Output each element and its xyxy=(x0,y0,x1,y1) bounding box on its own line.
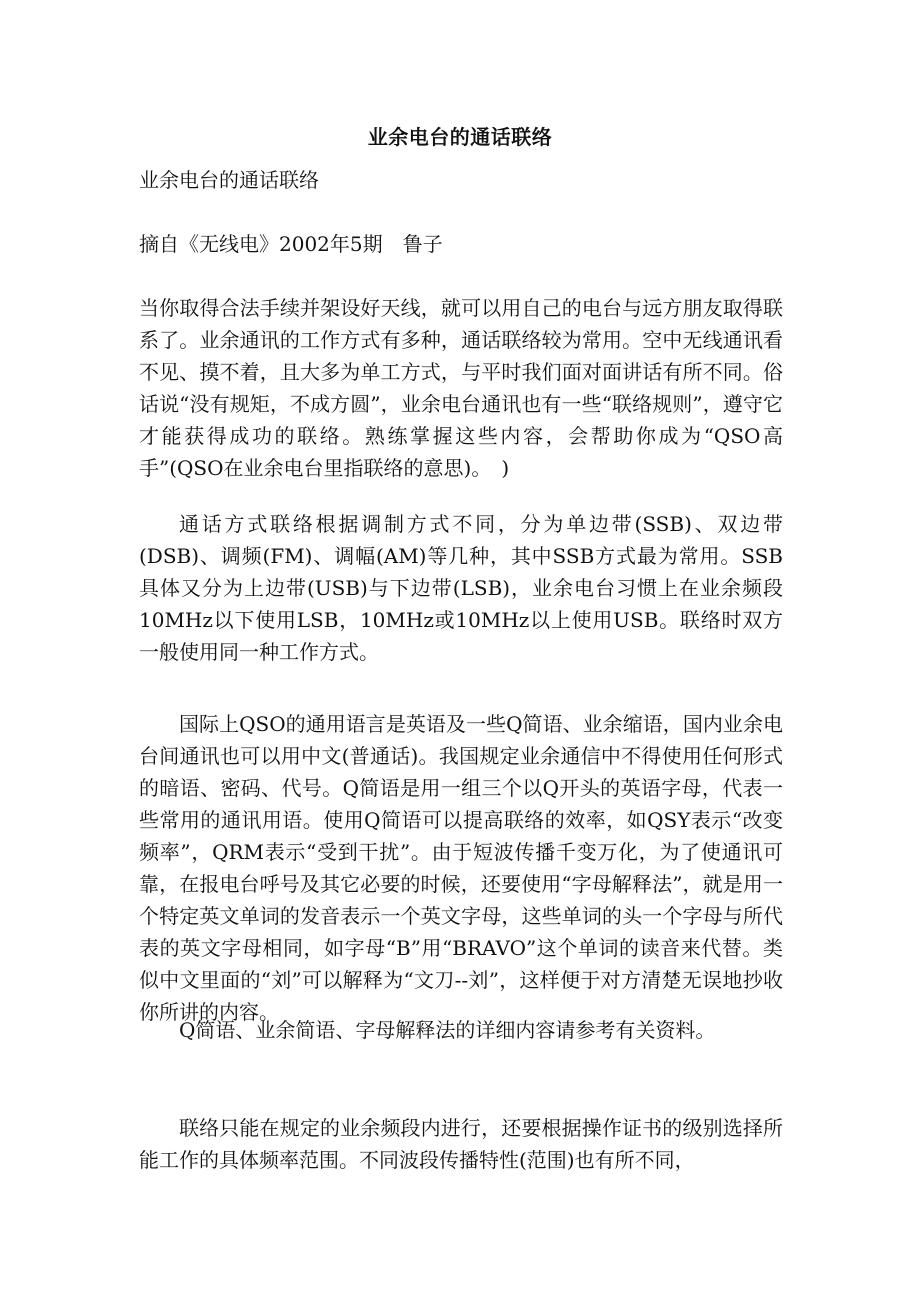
paragraph-bands: 联络只能在规定的业余频段内进行，还要根据操作证书的级别选择所能工作的具体频率范围。不同波段传播特性(范围)也有所不同， xyxy=(139,1116,783,1172)
paragraph-references: Q简语、业余简语、字母解释法的详细内容请参考有关资料。 xyxy=(179,1018,716,1042)
paragraph-intro: 当你取得合法手续并架设好天线，就可以用自己的电台与远方朋友取得联系了。业余通讯的工作方式有多种，通话联络较为常用。空中无线通讯看不见、摸不着，且大多为单工方式，与平时我们面对面讲话有所不同。俗话说“没有规矩，不成方圆”，业余电台通讯也有一些“联络规则”，遵守它才能获得成功的联络。熟练掌握这些内容，会帮助你成为“QSO高手”(QSO在业余电台里指联络的意思)。 ) xyxy=(139,296,783,480)
document-subtitle: 业余电台的通话联络 xyxy=(139,168,319,192)
source-line: 摘自《无线电》2002年5期 鲁子 xyxy=(139,232,443,256)
document-title: 业余电台的通话联络 xyxy=(367,125,553,149)
paragraph-modulation: 通话方式联络根据调制方式不同，分为单边带(SSB)、双边带(DSB)、调频(FM)、调幅(AM)等几种，其中SSB方式最为常用。SSB具体又分为上边带(USB)与下边带(LSB)，业余电台习惯上在业余频段10MHz以下使用LSB，10MHz或10MHz以上使用USB。联络时双方一般使用同一种工作方式。 xyxy=(139,512,783,664)
paragraph-language: 国际上QSO的通用语言是英语及一些Q简语、业余缩语，国内业余电台间通讯也可以用中文(普通话)。我国规定业余通信中不得使用任何形式的暗语、密码、代号。Q简语是用一组三个以Q开头的英语字母，代表一些常用的通讯用语。使用Q简语可以提高联络的效率，如QSY表示“改变频率”，QRM表示“受到干扰”。由于短波传播千变万化，为了使通讯可靠，在报电台呼号及其它必要的时候，还要使用“字母解释法”，就是用一个特定英文单词的发音表示一个英文字母，这些单词的头一个字母与所代表的英文字母相同，如字母“B”用“BRAVO”这个单词的读音来代替。类似中文里面的“刘”可以解释为“文刀--刘”，这样便于对方清楚无误地抄收你所讲的内容。 xyxy=(139,712,783,1024)
